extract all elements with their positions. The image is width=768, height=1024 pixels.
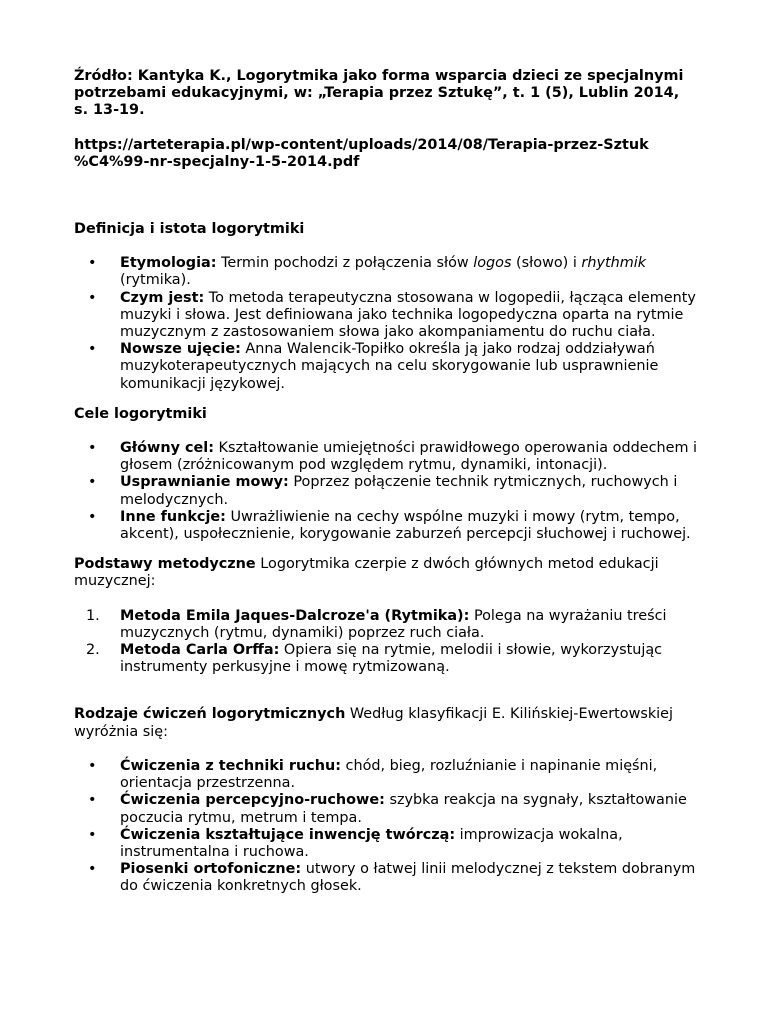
item-text: (słowo) i xyxy=(511,255,582,272)
item-text: Opiera się na rytmie, melodii i słowie, wykorzystując instrumenty perkusyjne i mowę rytmizowaną. xyxy=(120,642,663,676)
source-citation xyxy=(74,68,698,120)
item-term: Metoda Carla Orffa: xyxy=(120,642,280,659)
item-term: Etymologia: xyxy=(120,255,217,272)
item-text: To metoda terapeutyczna stosowana w logopedii, łącząca elementy muzyki i słowa. Jest definiowana jako technika logopedyczna oparta na rytmie muzycznym z zastosowaniem słowa jako akompaniamentu do ruchu ciała. xyxy=(120,289,696,341)
list-item xyxy=(74,827,698,861)
item-italic-term: logos xyxy=(473,255,512,272)
item-text: Uwrażliwienie na cechy wspólne muzyki i mowy (rytm, tempo, akcent), uspołecznienie, korygowanie zaburzeń percepcji słuchowej i ruchowej. xyxy=(120,508,691,543)
item-term: Ćwiczenia z techniki ruchu: xyxy=(120,757,341,774)
item-italic-term: rhythmik xyxy=(581,255,647,272)
document-page xyxy=(74,68,698,896)
source-url-line-2[interactable]: %C4%99-nr-specjalny-1-5-2014.pdf xyxy=(74,153,360,170)
methodology-list xyxy=(74,608,698,677)
item-text: chód, bieg, rozluźnianie i napinanie mięśni, orientacja przestrzenna. xyxy=(120,757,658,792)
bullet-marker: • xyxy=(88,826,97,843)
section-heading-exercises: Rodzaje ćwiczeń logorytmicznych xyxy=(74,706,346,723)
item-text: Polega na wyrażaniu treści muzycznych (rytmu, dynamiki) poprzez ruch ciała. xyxy=(120,607,667,641)
item-term: Czym jest: xyxy=(120,289,205,306)
bullet-marker: • xyxy=(88,440,97,457)
definition-list xyxy=(74,255,698,393)
number-marker: 1. xyxy=(86,607,100,624)
source-label: Źródło: xyxy=(74,68,133,84)
section-exercises-intro xyxy=(74,706,698,740)
exercises-list xyxy=(74,758,698,896)
source-text: Kantyka K., Logorytmika jako forma wsparcia dzieci ze specjalnymi potrzebami edukacyjnymi, w: „Terapia przez Sztukę”, t. 1 (5), Lublin 2014, s. 13-19. xyxy=(74,68,684,119)
number-marker: 2. xyxy=(86,642,100,659)
item-term: Usprawnianie mowy: xyxy=(120,474,289,491)
list-item xyxy=(74,255,698,289)
list-item xyxy=(74,642,698,676)
bullet-marker: • xyxy=(88,255,97,272)
item-term: Nowsze ujęcie: xyxy=(120,341,241,358)
bullet-marker: • xyxy=(88,792,97,809)
bullet-marker: • xyxy=(88,289,97,306)
section-methodology-intro xyxy=(74,556,698,590)
list-item xyxy=(74,440,698,474)
item-term: Ćwiczenia percepcyjno-ruchowe: xyxy=(120,792,385,809)
list-item xyxy=(74,474,698,508)
item-term: Piosenki ortofoniczne: xyxy=(120,861,302,878)
item-text: szybka reakcja na sygnały, kształtowanie poczucia rytmu, metrum i tempa. xyxy=(120,792,687,826)
item-term: Ćwiczenia kształtujące inwencję twórczą: xyxy=(120,826,456,843)
list-item xyxy=(74,792,698,826)
item-term: Inne funkcje: xyxy=(120,508,226,525)
section-intro-text: Logorytmika czerpie z dwóch głównych metod edukacji muzycznej: xyxy=(74,556,659,590)
list-item xyxy=(74,758,698,792)
bullet-marker: • xyxy=(88,474,97,491)
bullet-marker: • xyxy=(88,341,97,358)
item-text: utwory o łatwej linii melodycznej z tekstem dobranym do ćwiczenia konkretnych głosek. xyxy=(120,861,696,895)
list-item xyxy=(74,341,698,393)
bullet-marker: • xyxy=(88,508,97,525)
item-text: (rytmika). xyxy=(120,272,191,289)
item-text: Kształtowanie umiejętności prawidłowego operowania oddechem i głosem (zróżnicowanym pod względem rytmu, dynamiki, intonacji). xyxy=(120,440,698,474)
item-text: Termin pochodzi z połączenia słów xyxy=(216,255,474,272)
goals-list xyxy=(74,440,698,543)
section-heading-goals: Cele logorytmiki xyxy=(74,405,207,422)
list-item xyxy=(74,509,698,543)
list-item xyxy=(74,608,698,642)
bullet-marker: • xyxy=(88,757,97,774)
item-term: Metoda Emila Jaques-Dalcroze'a (Rytmika): xyxy=(120,607,470,624)
item-text: improwizacja wokalna, instrumentalna i ruchowa. xyxy=(120,826,623,860)
item-text: Poprzez połączenie technik rytmicznych, ruchowych i melodycznych. xyxy=(120,474,678,508)
list-item xyxy=(74,861,698,895)
section-intro-text: Według klasyfikacji E. Kilińskiej-Ewertowskiej wyróżnia się: xyxy=(74,706,674,740)
section-heading-definition: Definicja i istota logorytmiki xyxy=(74,221,305,238)
source-url[interactable] xyxy=(74,137,698,171)
list-item xyxy=(74,290,698,342)
item-term: Główny cel: xyxy=(120,440,214,457)
source-url-line-1[interactable]: https://arteterapia.pl/wp-content/uploads/2014/08/Terapia-przez-Sztuk xyxy=(74,136,649,153)
section-heading-methodology: Podstawy metodyczne xyxy=(74,556,256,573)
item-text: Anna Walencik-Topiłko określa ją jako rodzaj oddziaływań muzykoterapeutycznych mających na celu skorygowanie lub usprawnienie komunikacji językowej. xyxy=(120,341,659,392)
bullet-marker: • xyxy=(88,861,97,878)
